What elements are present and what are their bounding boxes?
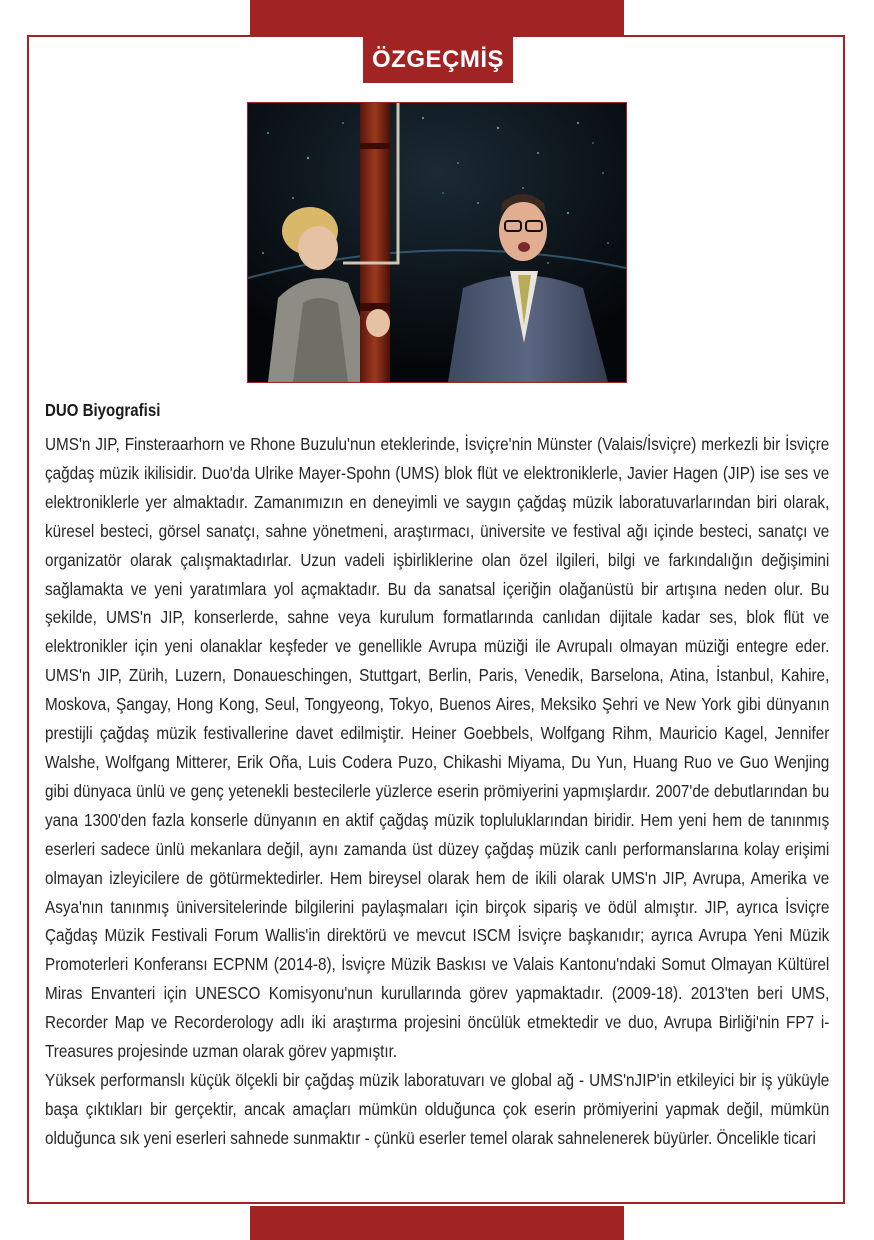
top-tab-decoration [250, 0, 624, 35]
biography-paragraph: UMS'n JIP, Finsteraarhorn ve Rhone Buzulu'nun eteklerinde, İsviçre'nin Münster (Valais/İsviçre) merkezli bir İsviçre çağdaş müzik ikilisidir. Duo'da Ulrike Mayer-Spohn (UMS) blok flüt ve elektroniklerle, Javier Hagen (JIP) ise ses ve elektroniklerle yer almaktadır. Zamanımızın en deneyimli ve saygın çağdaş müzik laboratuvarlarından biri olarak, küresel besteci, görsel sanatçı, sahne yönetmeni, araştırmacı, üniversite ve festival ağı içinde besteci, sanatçı ve organizatör olarak çalışmaktadırlar. Uzun vadeli işbirliklerine olan özel ilgileri, bilgi ve farkındalığın değişimini sağlamakta ve yeni yaratımlara yol açmaktadır. Bu da sanatsal içeriğin olağanüstü bir artışına neden olur. Bu şekilde, UMS'n JIP, konserlerde, sahne veya kurulum formatlarında canlıdan dijitale kadar ses, blok flüt ve elektronikler için yeni olanaklar keşfeder ve genellikle Avrupa müziği ile Avrupalı olmayan müziği entegre eder. UMS'n JIP, Zürih, Luzern, Donaueschingen, Stuttgart, Berlin, Paris, Venedik, Barselona, Atina, İstanbul, Kahire, Moskova, Şangay, Hong Kong, Seul, Tongyeong, Tokyo, Buenos Aires, Meksiko Şehri ve New York gibi dünyanın prestijli çağdaş müzik festivallerine davet edilmiştir. Heiner Goebbels, Wolfgang Rihm, Mauricio Kagel, Jennifer Walshe, Wolfgang Mitterer, Erik Oña, Luis Codera Puzo, Chikashi Miyama, Du Yun, Huang Ruo ve Guo Wenjing gibi dünyaca ünlü ve genç yetenekli bestecilerle yüzlerce eserin prömiyerini yapmışlardır. 2007'de debutlarından bu yana 1300'den fazla konserle dünyanın en aktif çağdaş müzik topluluklarından biridir. Hem yeni hem de tanınmış eserleri sadece ünlü mekanlara değil, aynı zamanda üst düzey çağdaş müzik canlı performanslarına kolay erişimi olmayan izleyicilere de götürmektedirler. Hem bireysel olarak hem de ikili olarak UMS'n JIP, Avrupa, Amerika ve Asya'nın tanınmış üniversitelerinde bilgilerini paylaşmaları için birçok sipariş ve ödül almıştır. JIP, ayrıca İsviçre Çağdaş Müzik Festivali Forum Wallis'in direktörü ve mevcut ISCM İsviçre başkanıdır; ayrıca Avrupa Yeni Müzik Promoterleri Konferansı ECPNM (2014-8), İsviçre Müzik Baskısı ve Valais Kantonu'ndaki Somut Olmayan Kültürel Miras Envanteri için UNESCO Komisyonu'nun kurullarında görev yapmaktadır. (2009-18). 2013'ten beri UMS, Recorder Map ve Recorderology adlı iki araştırma projesini öncülük etmektedir ve duo, Avrupa Birliği'nin FP7 i-Treasures projesinde uzman olarak görev yapmıştır. [45, 434, 830, 1062]
section-heading: DUO Biyografisi [45, 400, 161, 420]
duo-performance-photo [247, 102, 627, 383]
biography-text [45, 430, 829, 1153]
biography-paragraph: Yüksek performanslı küçük ölçekli bir çağdaş müzik laboratuvarı ve global ağ - UMS'nJIP'in etkileyici bir iş yüküyle başa çıktıkları bir gerçektir, ancak amaçları mümkün olduğunca çok eserin prömiyerini yapmak değil, mümkün olduğunca sık yeni eserleri sahnede sunmaktır - çünkü eserler temel olarak sahnelenerek büyürler. Öncelikle ticari [45, 1069, 830, 1148]
bottom-tab-decoration [250, 1206, 624, 1240]
page-title: ÖZGEÇMİŞ [363, 36, 513, 83]
